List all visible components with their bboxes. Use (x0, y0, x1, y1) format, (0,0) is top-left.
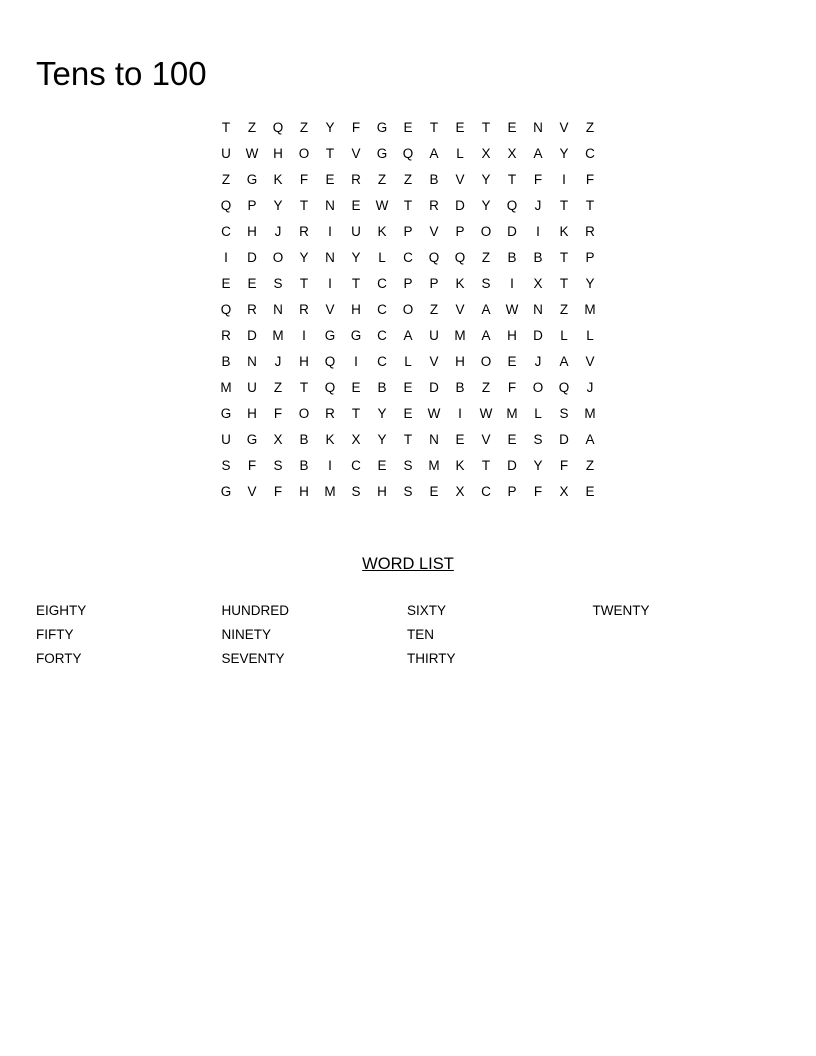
grid-cell: Z (429, 302, 439, 317)
grid-cell: S (481, 276, 491, 291)
grid-row (213, 167, 603, 193)
grid-cell: N (247, 354, 257, 369)
grid-cell: O (402, 302, 414, 317)
grid-row (213, 115, 603, 141)
word-list-item: SEVENTY (221, 651, 285, 666)
grid-cell: T (481, 120, 491, 135)
grid-cell: K (377, 224, 387, 239)
grid-cell: E (221, 276, 231, 291)
grid-cell: B (299, 458, 309, 473)
grid-cell: Q (428, 250, 440, 265)
grid-cell: A (481, 302, 491, 317)
grid-cell: M (428, 458, 440, 473)
grid-cell: F (559, 458, 569, 473)
grid-cell: P (403, 276, 413, 291)
grid-row (213, 479, 603, 505)
grid-cell: Q (324, 380, 336, 395)
grid-cell: O (532, 380, 544, 395)
grid-cell: S (559, 406, 569, 421)
grid-cell: V (247, 484, 257, 499)
grid-cell: Z (403, 172, 413, 187)
grid-cell: E (351, 380, 361, 395)
word-list-item: HUNDRED (221, 603, 289, 618)
grid-cell: G (246, 432, 258, 447)
grid-cell: S (533, 432, 543, 447)
grid-cell: E (247, 276, 257, 291)
grid-cell: Y (377, 432, 387, 447)
grid-cell: F (247, 458, 257, 473)
grid-cell: Z (221, 172, 231, 187)
grid-cell: S (273, 276, 283, 291)
grid-cell: C (351, 458, 361, 473)
grid-cell: B (377, 380, 387, 395)
grid-cell: I (302, 328, 306, 343)
grid-cell: L (404, 354, 412, 369)
grid-cell: D (247, 250, 257, 265)
grid-cell: Y (585, 276, 595, 291)
grid-cell: U (429, 328, 439, 343)
grid-cell: Y (351, 250, 361, 265)
grid-cell: H (299, 354, 309, 369)
grid-cell: O (272, 250, 284, 265)
grid-cell: E (325, 172, 335, 187)
grid-cell: J (274, 224, 282, 239)
grid-row (213, 245, 603, 271)
grid-cell: B (221, 354, 231, 369)
grid-cell: D (455, 198, 465, 213)
grid-cell: H (247, 406, 257, 421)
grid-cell: E (507, 354, 517, 369)
grid-cell: J (586, 380, 594, 395)
grid-row (213, 453, 603, 479)
grid-cell: H (377, 484, 387, 499)
grid-cell: E (455, 120, 465, 135)
grid-cell: E (507, 432, 517, 447)
grid-cell: R (585, 224, 595, 239)
grid-cell: T (559, 250, 569, 265)
grid-cell: D (507, 224, 517, 239)
grid-row (213, 141, 603, 167)
grid-cell: T (299, 198, 309, 213)
word-column (407, 600, 593, 672)
grid-cell: U (247, 380, 257, 395)
grid-cell: V (481, 432, 491, 447)
grid-cell: O (298, 406, 310, 421)
grid-cell: W (427, 406, 441, 421)
grid-cell: F (507, 380, 517, 395)
grid-cell: F (299, 172, 309, 187)
grid-cell: R (351, 172, 361, 187)
grid-cell: K (273, 172, 283, 187)
grid-cell: Q (272, 120, 284, 135)
grid-cell: I (328, 224, 332, 239)
grid-cell: B (455, 380, 465, 395)
grid-cell: Y (481, 198, 491, 213)
grid-cell: U (351, 224, 361, 239)
grid-cell: V (559, 120, 569, 135)
grid-cell: W (245, 146, 259, 161)
grid-cell: Z (377, 172, 387, 187)
grid-cell: K (455, 458, 465, 473)
grid-cell: C (221, 224, 231, 239)
grid-cell: R (247, 302, 257, 317)
grid-cell: T (403, 198, 413, 213)
grid-cell: C (377, 354, 387, 369)
grid-cell: X (273, 432, 283, 447)
grid-cell: C (377, 328, 387, 343)
grid-cell: E (403, 120, 413, 135)
grid-cell: Y (559, 146, 569, 161)
word-list-item: NINETY (221, 627, 272, 642)
grid-cell: G (246, 172, 258, 187)
grid-cell: R (221, 328, 231, 343)
grid-cell: E (351, 198, 361, 213)
word-list-heading: WORD LIST (362, 555, 454, 573)
grid-cell: E (455, 432, 465, 447)
grid-cell: Z (585, 120, 595, 135)
grid-cell: N (325, 198, 335, 213)
grid-cell: T (221, 120, 231, 135)
grid-cell: O (480, 224, 492, 239)
grid-cell: A (481, 328, 491, 343)
grid-cell: S (403, 458, 413, 473)
grid-cell: A (533, 146, 543, 161)
grid-row (213, 193, 603, 219)
grid-row (213, 349, 603, 375)
grid-cell: G (220, 406, 232, 421)
grid-cell: N (325, 250, 335, 265)
grid-cell: P (429, 276, 439, 291)
grid-cell: Q (454, 250, 466, 265)
grid-cell: Q (324, 354, 336, 369)
grid-cell: A (403, 328, 413, 343)
grid-cell: P (585, 250, 595, 265)
grid-cell: F (585, 172, 595, 187)
grid-cell: N (533, 302, 543, 317)
grid-cell: Z (481, 380, 491, 395)
grid-cell: E (377, 458, 387, 473)
grid-cell: N (533, 120, 543, 135)
grid-cell: O (298, 146, 310, 161)
grid-cell: Z (585, 458, 595, 473)
grid-cell: G (376, 120, 388, 135)
grid-cell: T (481, 458, 491, 473)
grid-cell: I (562, 172, 566, 187)
grid-cell: K (455, 276, 465, 291)
grid-cell: A (585, 432, 595, 447)
grid-cell: L (560, 328, 568, 343)
grid-cell: Z (273, 380, 283, 395)
grid-cell: Z (247, 120, 257, 135)
page-title: Tens to 100 (36, 55, 207, 93)
grid-cell: Q (402, 146, 414, 161)
grid-row (213, 297, 603, 323)
grid-cell: M (584, 302, 596, 317)
grid-cell: Y (377, 406, 387, 421)
grid-cell: P (507, 484, 517, 499)
grid-row (213, 375, 603, 401)
grid-cell: A (559, 354, 569, 369)
grid-cell: J (274, 354, 282, 369)
grid-cell: L (378, 250, 386, 265)
grid-cell: D (247, 328, 257, 343)
grid-cell: G (324, 328, 336, 343)
word-list-item: TEN (407, 627, 434, 642)
grid-cell: C (585, 146, 595, 161)
grid-cell: Q (220, 198, 232, 213)
word-list-item: SIXTY (407, 603, 447, 618)
grid-cell: F (533, 172, 543, 187)
grid-cell: I (510, 276, 514, 291)
grid-cell: H (299, 484, 309, 499)
grid-cell: L (586, 328, 594, 343)
grid-cell: T (429, 120, 439, 135)
grid-cell: Y (481, 172, 491, 187)
word-list-item: FIFTY (36, 627, 74, 642)
grid-cell: L (456, 146, 464, 161)
grid-cell: F (351, 120, 361, 135)
grid-cell: S (351, 484, 361, 499)
grid-cell: D (507, 458, 517, 473)
grid-cell: Z (299, 120, 309, 135)
grid-cell: T (507, 172, 517, 187)
grid-cell: X (507, 146, 517, 161)
grid-cell: I (224, 250, 228, 265)
grid-cell: V (429, 354, 439, 369)
grid-cell: V (455, 172, 465, 187)
letter-grid (213, 115, 603, 505)
grid-cell: M (272, 328, 284, 343)
word-list-item: EIGHTY (36, 603, 87, 618)
grid-row (213, 401, 603, 427)
grid-cell: J (534, 354, 542, 369)
grid-cell: O (480, 354, 492, 369)
grid-cell: V (325, 302, 335, 317)
grid-cell: Y (325, 120, 335, 135)
grid-cell: R (325, 406, 335, 421)
grid-cell: H (247, 224, 257, 239)
grid-cell: H (455, 354, 465, 369)
grid-cell: B (507, 250, 517, 265)
grid-cell: M (506, 406, 518, 421)
grid-cell: Y (299, 250, 309, 265)
grid-cell: M (454, 328, 466, 343)
grid-cell: E (403, 380, 413, 395)
grid-cell: F (273, 484, 283, 499)
grid-cell: P (403, 224, 413, 239)
grid-cell: X (559, 484, 569, 499)
word-column (36, 600, 222, 672)
grid-cell: V (351, 146, 361, 161)
grid-cell: Y (533, 458, 543, 473)
grid-cell: G (350, 328, 362, 343)
grid-cell: X (533, 276, 543, 291)
grid-cell: B (429, 172, 439, 187)
grid-cell: T (559, 198, 569, 213)
grid-cell: I (328, 276, 332, 291)
grid-cell: Z (559, 302, 569, 317)
grid-cell: F (273, 406, 283, 421)
grid-cell: Y (273, 198, 283, 213)
grid-cell: T (299, 380, 309, 395)
grid-cell: C (377, 302, 387, 317)
grid-cell: V (455, 302, 465, 317)
grid-cell: X (481, 146, 491, 161)
grid-cell: F (533, 484, 543, 499)
grid-cell: S (273, 458, 283, 473)
grid-cell: H (273, 146, 283, 161)
word-list-item: TWENTY (592, 603, 650, 618)
grid-cell: T (299, 276, 309, 291)
grid-cell: M (220, 380, 232, 395)
grid-cell: D (533, 328, 543, 343)
grid-cell: E (585, 484, 595, 499)
word-list-item: FORTY (36, 651, 82, 666)
grid-cell: I (458, 406, 462, 421)
grid-cell: N (429, 432, 439, 447)
grid-cell: H (351, 302, 361, 317)
grid-cell: E (429, 484, 439, 499)
grid-cell: T (325, 146, 335, 161)
grid-cell: V (429, 224, 439, 239)
grid-cell: X (351, 432, 361, 447)
grid-cell: G (376, 146, 388, 161)
word-column (593, 600, 779, 672)
grid-cell: U (221, 146, 231, 161)
grid-row (213, 219, 603, 245)
grid-cell: R (299, 302, 309, 317)
grid-cell: J (534, 198, 542, 213)
grid-cell: T (559, 276, 569, 291)
grid-cell: U (221, 432, 231, 447)
grid-cell: H (507, 328, 517, 343)
grid-row (213, 271, 603, 297)
grid-cell: A (429, 146, 439, 161)
grid-cell: W (479, 406, 493, 421)
grid-cell: Q (506, 198, 518, 213)
grid-row (213, 427, 603, 453)
grid-cell: P (247, 198, 257, 213)
grid-cell: R (429, 198, 439, 213)
grid-cell: K (325, 432, 335, 447)
grid-row (213, 323, 603, 349)
grid-cell: D (559, 432, 569, 447)
grid-cell: T (351, 406, 361, 421)
grid-cell: R (299, 224, 309, 239)
grid-cell: T (351, 276, 361, 291)
grid-cell: Q (558, 380, 570, 395)
grid-cell: E (507, 120, 517, 135)
grid-cell: P (455, 224, 465, 239)
grid-cell: I (354, 354, 358, 369)
grid-cell: D (429, 380, 439, 395)
grid-cell: L (534, 406, 542, 421)
grid-cell: G (220, 484, 232, 499)
grid-cell: S (403, 484, 413, 499)
grid-cell: K (559, 224, 569, 239)
grid-cell: M (584, 406, 596, 421)
word-list-item: THIRTY (407, 651, 456, 666)
grid-cell: C (403, 250, 413, 265)
word-column (222, 600, 408, 672)
grid-cell: B (299, 432, 309, 447)
grid-cell: C (481, 484, 491, 499)
grid-cell: Q (220, 302, 232, 317)
grid-cell: T (403, 432, 413, 447)
grid-cell: Z (481, 250, 491, 265)
grid-cell: N (273, 302, 283, 317)
grid-cell: I (536, 224, 540, 239)
grid-cell: W (505, 302, 519, 317)
grid-cell: X (455, 484, 465, 499)
word-list (36, 600, 778, 672)
grid-cell: V (585, 354, 595, 369)
grid-cell: T (585, 198, 595, 213)
grid-cell: B (533, 250, 543, 265)
grid-cell: W (375, 198, 389, 213)
grid-cell: C (377, 276, 387, 291)
grid-cell: M (324, 484, 336, 499)
grid-cell: I (328, 458, 332, 473)
grid-cell: E (403, 406, 413, 421)
grid-cell: S (221, 458, 231, 473)
